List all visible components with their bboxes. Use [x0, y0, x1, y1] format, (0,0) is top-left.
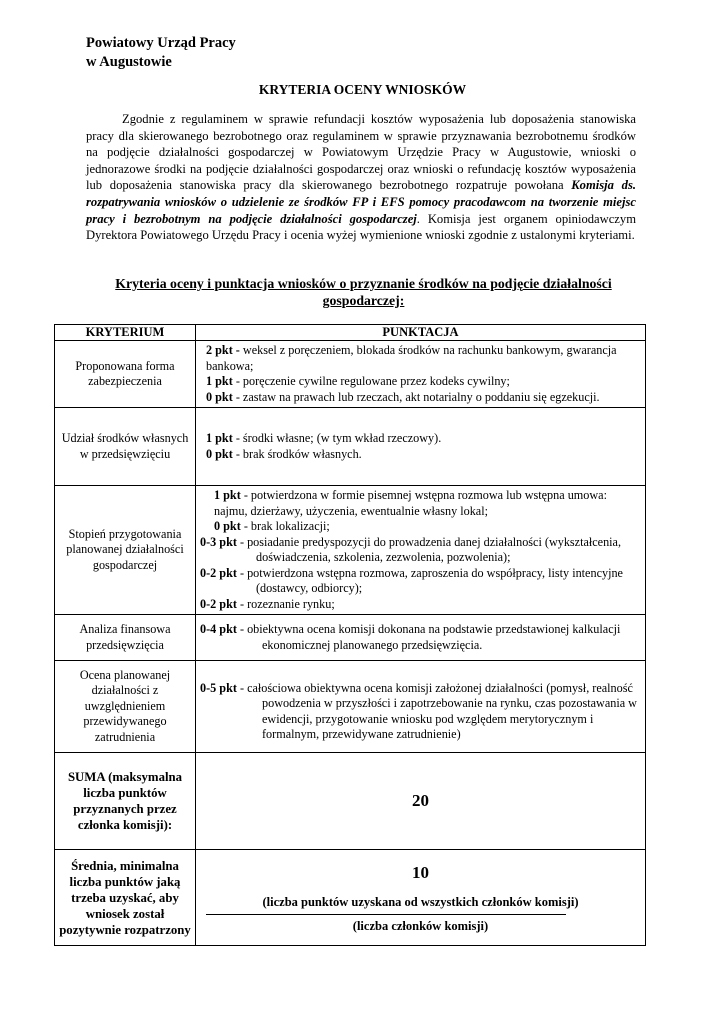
office-name	[86, 34, 236, 72]
criteria-table	[54, 324, 646, 946]
points-value: 0-2 pkt	[200, 596, 237, 611]
criterion-cell: Analiza finansowa przedsięwzięcia	[55, 615, 196, 661]
table-row	[55, 615, 646, 661]
average-value: 10	[412, 863, 429, 882]
sum-label: SUMA (maksymalna liczba punktów przyznanych przez członka komisji):	[55, 753, 196, 850]
document-title: KRYTERIA OCENY WNIOSKÓW	[258, 82, 467, 97]
points-description: - brak lokalizacji;	[243, 519, 330, 533]
table-header-row	[55, 325, 646, 341]
points-description: - poręczenie cywilne regulowane przez kodeks cywilny;	[235, 374, 510, 388]
sum-value: 20	[196, 753, 646, 850]
points-value: 0 pkt	[206, 446, 233, 461]
points-cell	[196, 341, 646, 408]
sum-row	[55, 753, 646, 850]
criterion-cell: Ocena planowanej działalności z uwzględnieniem przewidywanego zatrudnienia	[55, 661, 196, 753]
points-value: 2 pkt -	[206, 343, 240, 357]
intro-paragraph	[86, 111, 636, 244]
average-label: Średnia, minimalna liczba punktów jaką trzeba uzyskać, aby wniosek został pozytywnie rozpatrzony	[55, 850, 196, 946]
fraction-bar	[206, 914, 566, 915]
points-description: - potwierdzona wstępna rozmowa, zaproszenia do współpracy, listy intencyjne (dostawcy, odbiorcy);	[239, 565, 623, 595]
section-title: Kryteria oceny i punktacja wniosków o przyznanie środków na podjęcie działalności gospodarczej:	[115, 276, 612, 308]
fraction-denominator: (liczba członków komisji)	[352, 919, 489, 933]
points-value: 0-2 pkt	[200, 565, 237, 580]
points-description: - środki własne; (w tym wkład rzeczowy).	[235, 431, 442, 445]
table-row	[55, 341, 646, 408]
points-description: - brak środków własnych.	[235, 446, 362, 461]
intro-text-before: Zgodnie z regulaminem w sprawie refundacji kosztów wyposażenia lub doposażenia stanowiska pracy dla skierowanego bezrobotnego oraz regulaminem w sprawie przyznawania bezrobotnemu środków na podjęcie działalności gospodarczej w Powiatowym Urzędzie Pracy w Augustowie, wnioski o jednorazowe środki na podjęcie działalności gospodarczej oraz wnioski o refundację kosztów wyposażenia lub doposażenia stanowiska pracy dla skierowanego bezrobotnego rozpatruje powołana	[86, 112, 636, 193]
commission-name: Komisja ds. rozpatrywania wniosków o udzielenie ze środków FP i EFS pomocy pracodawcom na tworzenie miejsc pracy i bezrobotnym na podjęcie działalności gospodarczej	[86, 178, 636, 226]
table-row	[55, 408, 646, 486]
average-cell	[196, 850, 646, 946]
points-cell	[196, 408, 646, 486]
points-description: - zastaw na prawach lub rzeczach, akt notarialny o poddaniu się egzekucji.	[235, 389, 600, 404]
points-description: - całościowa obiektywna ocena komisji założonej działalności (pomysł, realność powodzenia w przyszłości i zapotrzebowanie na rynku, czas pozostawania w ewidencji, przygotowanie wniosku pod względem merytorycznym i formalnym, przewidywane zatrudnienie)	[239, 680, 637, 741]
points-cell	[196, 615, 646, 661]
points-value: 0 pkt	[206, 389, 233, 404]
points-description: weksel z poręczeniem, blokada środków na rachunku bankowym, gwarancja bankowa;	[206, 343, 617, 373]
criterion-cell: Stopień przygotowania planowanej działalności gospodarczej	[55, 486, 196, 615]
fraction-numerator: (liczba punktów uzyskana od wszystkich członków komisji)	[262, 895, 579, 909]
points-value: 0-4 pkt	[200, 622, 237, 636]
table-row	[55, 486, 646, 615]
points-value: 1 pkt	[206, 431, 233, 445]
points-description: - posiadanie predyspozycji do prowadzenia danej działalności (wykształcenia, doświadczenia, szkolenia, zezwolenia, pozwolenia);	[239, 534, 622, 564]
criterion-cell: Proponowana forma zabezpieczenia	[55, 341, 196, 408]
points-cell	[196, 486, 646, 615]
points-cell	[196, 661, 646, 753]
average-row	[55, 850, 646, 946]
points-value: 0-5 pkt	[200, 680, 237, 695]
table-row	[55, 661, 646, 753]
office-name-line2: w Augustowie	[86, 54, 172, 70]
points-description: - potwierdzona w formie pisemnej wstępna rozmowa lub wstępna umowa: najmu, dzierżawy, użyczenia, ewentualnie własny lokal;	[214, 488, 607, 518]
header-criterion: KRYTERIUM	[55, 325, 196, 341]
points-value: 0 pkt	[214, 519, 241, 533]
intro-text-after: . Komisja jest organem opiniodawczym Dyrektora Powiatowego Urzędu Pracy i ocenia wyżej wymienione wnioski zgodnie z ustalonymi kryteriami.	[86, 211, 636, 243]
points-value: 0-3 pkt	[200, 534, 237, 549]
office-name-line1: Powiatowy Urząd Pracy	[86, 35, 236, 51]
points-description: - rozeznanie rynku;	[239, 596, 335, 611]
points-description: - obiektywna ocena komisji dokonana na podstawie przedstawionej kalkulacji ekonomicznej planowanego przedsięwzięcia.	[239, 622, 621, 652]
criterion-cell: Udział środków własnych w przedsięwzięciu	[55, 408, 196, 486]
header-points: PUNKTACJA	[196, 325, 646, 341]
points-value: 1 pkt	[214, 488, 241, 502]
points-value: 1 pkt	[206, 374, 233, 388]
